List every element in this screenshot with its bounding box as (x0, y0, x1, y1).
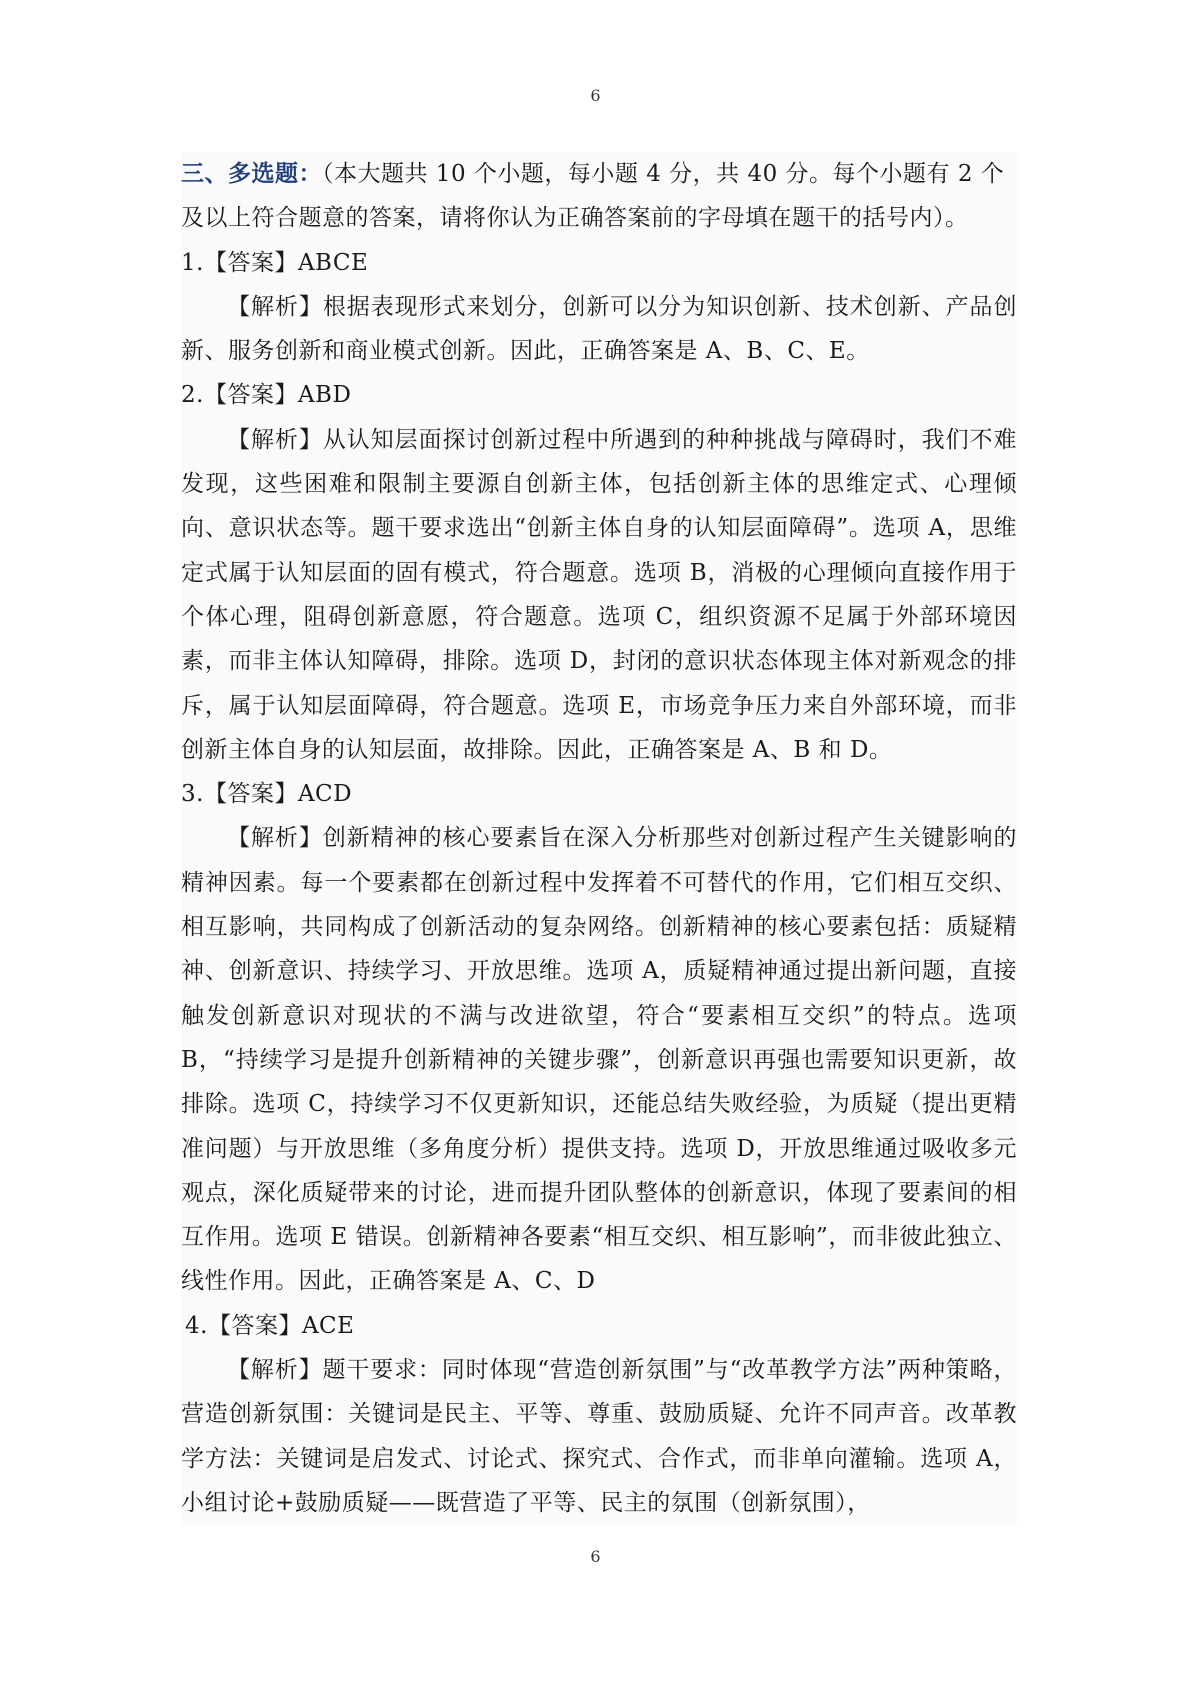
page-number: 6 (590, 86, 601, 105)
analysis-3: 【解析】创新精神的核心要素旨在深入分析那些对创新过程产生关键影响的精神因素。每一个要素都在创新过程中发挥着不可替代的作用，它们相互交织、相互影响，共同构成了创新活动的复杂网络。创新精神的核心要素包括：质疑精神、创新意识、持续学习、开放思维。选项 A，质疑精神通过提出新问题，直接触发创新意识对现状的不满与改进欲望，符合“要素相互交织”的特点。选项 B，“持续学习是提升创新精神的关键步骤”，创新意识再强也需要知识更新，故排除。选项 C，持续学习不仅更新知识，还能总结失败经验，为质疑（提出更精准问题）与开放思维（多角度分析）提供支持。选项 D，开放思维通过吸收多元观点，深化质疑带来的讨论，进而提升团队整体的创新意识，体现了要素间的相互作用。选项 E 错误。创新精神各要素“相互交织、相互影响”，而非彼此独立、线性作用。因此，正确答案是 A、C、D (181, 825, 1017, 1295)
answer-1: 1.【答案】ABCE (181, 249, 369, 276)
answer-2: 2.【答案】ABD (181, 382, 352, 409)
page-number-footer: 6 (590, 1547, 601, 1566)
section-heading (181, 152, 1017, 241)
answer-3: 3.【答案】ACD (181, 781, 353, 808)
section-instructions: （本大题共 10 个小题，每小题 4 分，共 40 分。每个小题有 2 个及以上符合题意的答案，请将你认为正确答案前的字母填在题干的括号内）。 (181, 161, 1005, 232)
analysis-4: 【解析】题干要求：同时体现“营造创新氛围”与“改革教学方法”两种策略，营造创新氛围：关键词是民主、平等、尊重、鼓励质疑、允许不同声音。改革教学方法：关键词是启发式、讨论式、探究式、合作式，而非单向灌输。选项 A， 小组讨论+鼓励质疑——既营造了平等、民主的氛围（创新氛围）， (181, 1357, 1017, 1516)
section-label: 三、多选题： (181, 160, 322, 187)
analysis-1: 【解析】根据表现形式来划分，创新可以分为知识创新、技术创新、产品创新、服务创新和商业模式创新。因此，正确答案是 A、B、C、E。 (181, 293, 1017, 365)
document-body (181, 152, 1017, 1525)
answer-4: 4.【答案】ACE (185, 1312, 355, 1339)
analysis-2: 【解析】从认知层面探讨创新过程中所遇到的种种挑战与障碍时，我们不难发现，这些困难和限制主要源自创新主体，包括创新主体的思维定式、心理倾向、意识状态等。题干要求选出“创新主体自身的认知层面障碍”。选项 A，思维定式属于认知层面的固有模式，符合题意。选项 B，消极的心理倾向直接作用于个体心理，阻碍创新意愿，符合题意。选项 C，组织资源不足属于外部环境因素，而非主体认知障碍，排除。选项 D，封闭的意识状态体现主体对新观念的排斥，属于认知层面障碍，符合题意。选项 E，市场竞争压力来自外部环境，而非创新主体自身的认知层面，故排除。因此，正确答案是 A、B 和 D。 (181, 426, 1017, 763)
